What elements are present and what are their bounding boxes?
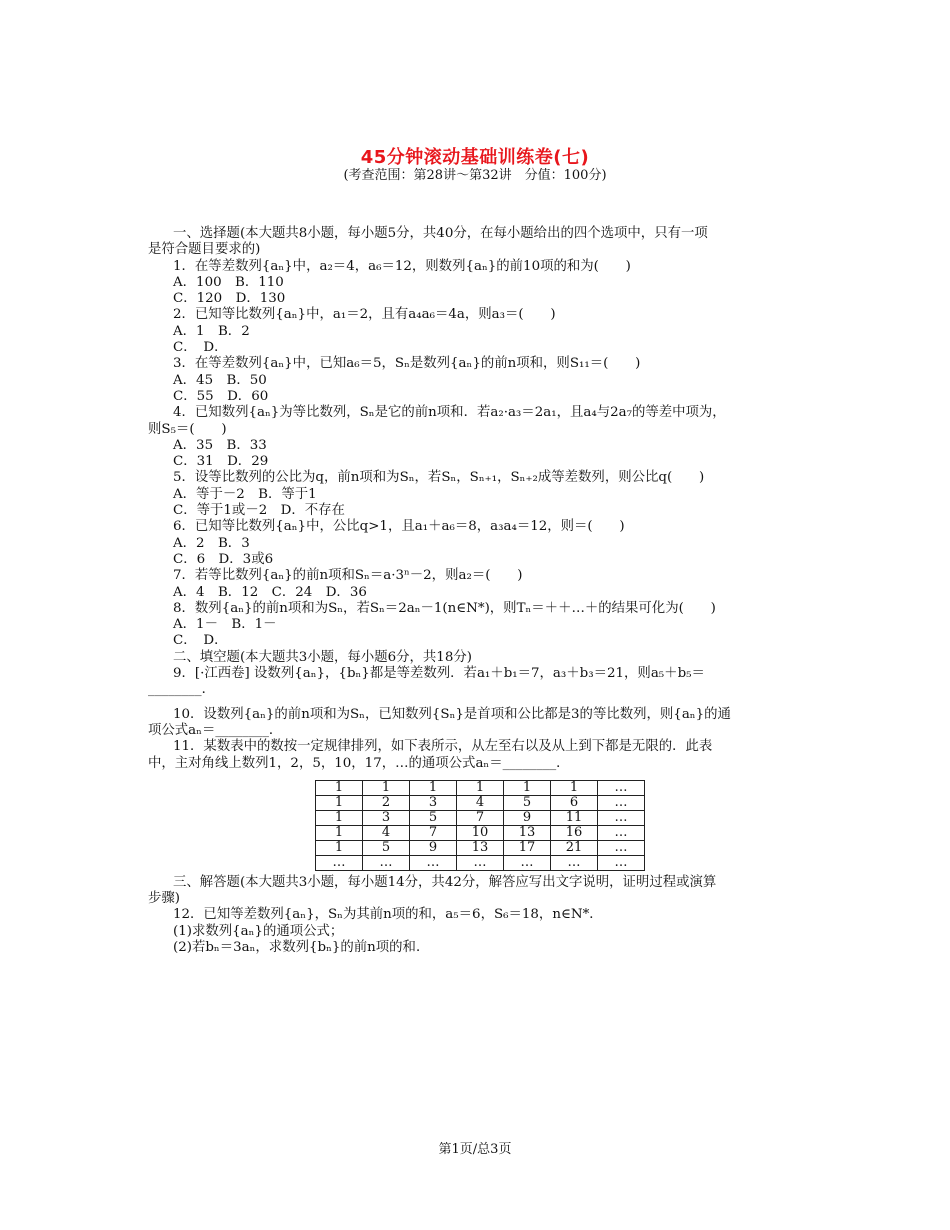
table-cell: 11	[551, 810, 598, 825]
table-cell: 1	[504, 780, 551, 795]
table-row	[316, 810, 645, 825]
table-cell: …	[316, 855, 363, 870]
table-cell: …	[363, 855, 410, 870]
question-1-stem: 1．在等差数列{aₙ}中，a₂＝4，a₆＝12，则数列{aₙ}的前10项的和为( )	[173, 258, 631, 274]
question-7-stem: 7．若等比数列{aₙ}的前n项和Sₙ＝a·3ⁿ－2，则a₂＝( )	[173, 568, 523, 584]
table-cell: 10	[457, 825, 504, 840]
question-3-options-c: C．55 D．60	[173, 388, 269, 404]
table-cell: …	[410, 855, 457, 870]
table-cell: 1	[316, 825, 363, 840]
table-cell: 21	[551, 840, 598, 855]
table-cell: …	[598, 825, 645, 840]
question-11-stem: 11．某数表中的数按一定规律排列，如下表所示，从左至右以及从上到下都是无限的．此表	[173, 739, 713, 755]
table-cell: 17	[504, 840, 551, 855]
question-2-options-c: C． D．	[173, 340, 228, 356]
table-cell: …	[457, 855, 504, 870]
question-4-stem-cont: 则S₅＝( )	[148, 421, 227, 437]
table-cell: …	[598, 840, 645, 855]
question-9-stem: 9．[·江西卷] 设数列{aₙ}，{bₙ}都是等差数列．若a₁＋b₁＝7，a₃＋b₃＝21，则a₅＋b₅＝	[173, 666, 705, 682]
section1-header-cont: 是符合题目要求的)	[148, 242, 261, 258]
document-body	[148, 226, 812, 956]
question-12-part-1: (1)求数列{aₙ}的通项公式；	[173, 923, 344, 939]
question-10-stem-cont: 项公式aₙ＝________．	[148, 722, 283, 738]
table-cell: 5	[504, 795, 551, 810]
table-row	[316, 840, 645, 855]
question-4-options-c: C．31 D．29	[173, 454, 269, 470]
table-cell: 13	[504, 825, 551, 840]
question-7-options: A．4 B．12 C．24 D．36	[173, 584, 367, 600]
page-subtitle: (考查范围：第28讲～第32讲 分值：100分)	[343, 168, 607, 183]
question-8-stem: 8．数列{aₙ}的前n项和为Sₙ，若Sₙ＝2aₙ－1(n∈N*)，则Tₙ＝＋＋…＋的结果可化为( )	[173, 600, 716, 616]
page-footer: 第1页/总3页	[438, 1142, 512, 1157]
table-row	[316, 855, 645, 870]
table-cell: …	[598, 780, 645, 795]
question-12-stem: 12．已知等差数列{aₙ}，Sₙ为其前n项的和，a₅＝6，S₆＝18，n∈N*．	[173, 907, 603, 923]
table-cell: 1	[316, 810, 363, 825]
table-cell: …	[551, 855, 598, 870]
table-row	[316, 780, 645, 795]
section3-header-cont: 步骤)	[148, 891, 181, 907]
table-cell: …	[598, 810, 645, 825]
table-cell: 4	[457, 795, 504, 810]
question-11-stem-cont: 中，主对角线上数列1，2，5，10，17，…的通项公式aₙ＝________．	[148, 755, 570, 771]
question-10-stem: 10．设数列{aₙ}的前n项和为Sₙ，已知数列{Sₙ}是首项和公比都是3的等比数列，则{aₙ}的通	[173, 706, 731, 722]
table-cell: 5	[410, 810, 457, 825]
table-cell: 1	[316, 840, 363, 855]
question-12-part-2: (2)若bₙ＝3aₙ，求数列{bₙ}的前n项的和．	[173, 939, 430, 955]
question-1-options-a: A．100 B．110	[173, 274, 284, 290]
question-5-options-c: C．等于1或－2 D．不存在	[173, 503, 345, 519]
question-6-options-a: A．2 B．3	[173, 535, 250, 551]
table-cell: 1	[363, 780, 410, 795]
table-cell: 1	[457, 780, 504, 795]
table-cell: 7	[410, 825, 457, 840]
question-2-stem: 2．已知等比数列{aₙ}中，a₁＝2，且有a₄a₆＝4a，则a₃＝( )	[173, 307, 556, 323]
table-row	[316, 825, 645, 840]
table-cell: 3	[410, 795, 457, 810]
table-cell: …	[598, 795, 645, 810]
question-1-options-c: C．120 D．130	[173, 291, 286, 307]
section3-header: 三、解答题(本大题共3小题，每小题14分，共42分，解答应写出文字说明，证明过程或演算	[173, 874, 717, 890]
table-cell: 4	[363, 825, 410, 840]
table-cell: …	[598, 855, 645, 870]
question-9-blank: ________．	[148, 682, 215, 698]
question-8-options-a: A．1－ B．1－	[173, 617, 277, 633]
table-cell: 13	[457, 840, 504, 855]
table-cell: 9	[410, 840, 457, 855]
question-3-stem: 3．在等差数列{aₙ}中，已知a₆＝5，Sₙ是数列{aₙ}的前n项和，则S₁₁＝( )	[173, 356, 641, 372]
table-cell: 5	[363, 840, 410, 855]
question-4-stem: 4．已知数列{aₙ}为等比数列，Sₙ是它的前n项和．若a₂·a₃＝2a₁，且a₄与2a₇的等差中项为，	[173, 405, 726, 421]
question-4-options-a: A．35 B．33	[173, 437, 267, 453]
table-cell: 1	[316, 795, 363, 810]
table-cell: 2	[363, 795, 410, 810]
table-cell: 7	[457, 810, 504, 825]
table-cell: 6	[551, 795, 598, 810]
table-cell: 1	[410, 780, 457, 795]
number-table-wrapper	[148, 780, 812, 871]
question-5-options-a: A．等于－2 B．等于1	[173, 486, 317, 502]
table-cell: 1	[316, 780, 363, 795]
section1-header: 一、选择题(本大题共8小题，每小题5分，共40分，在每小题给出的四个选项中，只有一项	[173, 226, 708, 241]
question-2-options-a: A．1 B．2	[173, 323, 250, 339]
table-cell: …	[504, 855, 551, 870]
table-cell: 9	[504, 810, 551, 825]
page-title: 45分钟滚动基础训练卷(七)	[360, 147, 590, 168]
question-3-options-a: A．45 B．50	[173, 372, 267, 388]
question-6-options-c: C．6 D．3或6	[173, 551, 274, 567]
question-6-stem: 6．已知等比数列{aₙ}中，公比q>1，且a₁＋a₆＝8，a₃a₄＝12，则＝( )	[173, 519, 625, 535]
table-cell: 16	[551, 825, 598, 840]
section2-header: 二、填空题(本大题共3小题，每小题6分，共18分)	[173, 649, 472, 665]
question-5-stem: 5．设等比数列的公比为q，前n项和为Sₙ，若Sₙ，Sₙ₊₁，Sₙ₊₂成等差数列，则公比q( )	[173, 470, 705, 486]
question-8-options-c: C． D．	[173, 633, 228, 649]
table-cell: 3	[363, 810, 410, 825]
table-cell: 1	[551, 780, 598, 795]
number-table	[315, 780, 645, 871]
table-row	[316, 795, 645, 810]
